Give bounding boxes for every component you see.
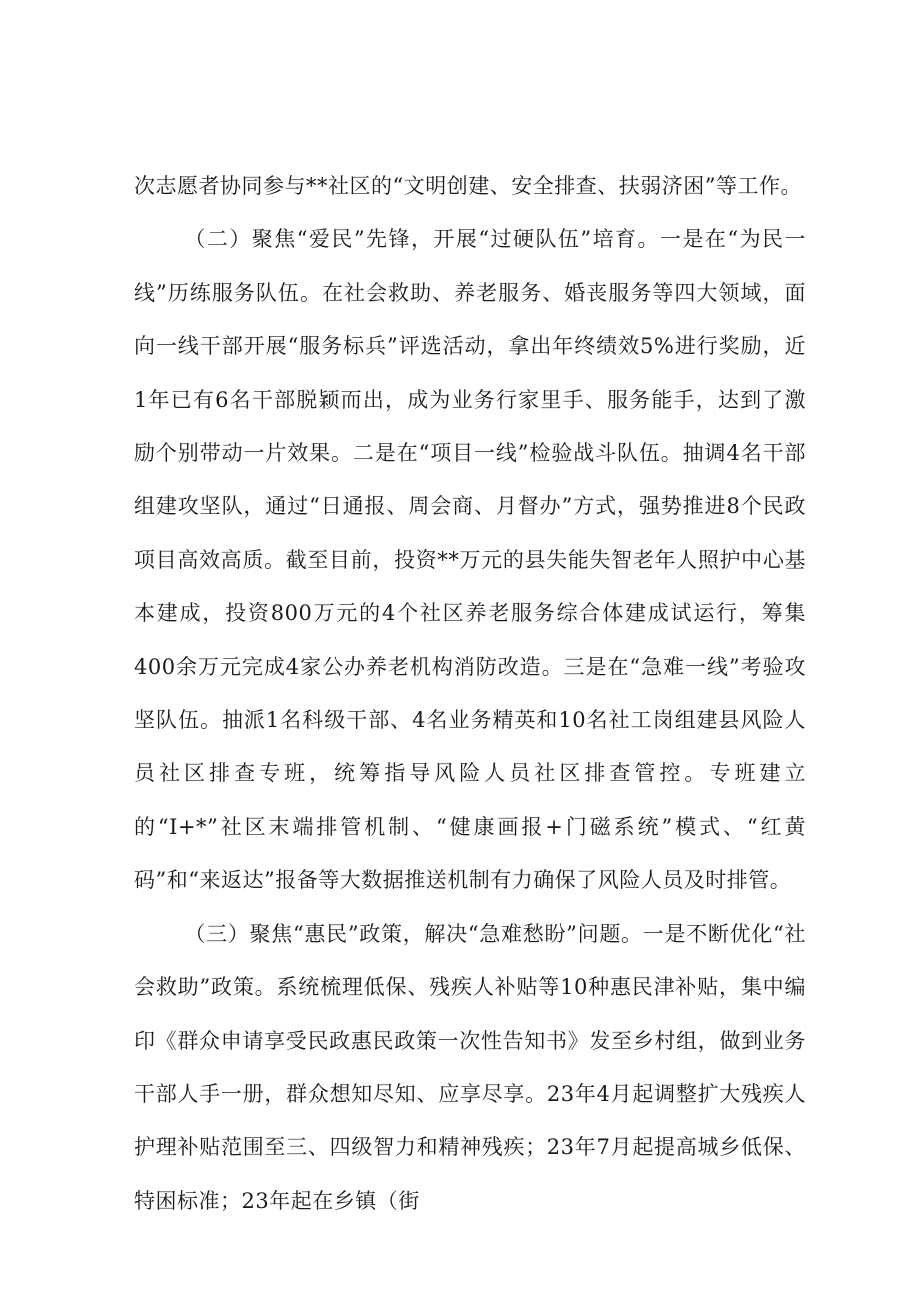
paragraph-section-three: （三）聚焦“惠民”政策，解决“急难愁盼”问题。一是不断优化“社会救助”政策。系统梳理低保、残疾人补贴等10种惠民津补贴，集中编印《群众申请享受民政惠民政策一次性告知书》发至乡村组，做到业务干部人手一册，群众想知尽知、应享尽享。23年4月起调整扩大残疾人护理补贴范围至三、四级智力和精神残疾；23年7月起提高城乡低保、特困标准；23年起在乡镇（街 — [134, 921, 806, 1213]
paragraph-continuation: 次志愿者协同参与**社区的“文明创建、安全排查、扶弱济困”等工作。 — [134, 174, 802, 198]
paragraph-section-two: （二）聚焦“爱民”先锋，开展“过硬队伍”培育。一是在“为民一线”历练服务队伍。在社会救助、养老服务、婚丧服务等四大领域，面向一线干部开展“服务标兵”评选活动，拿出年终绩效5%进行奖励，近1年已有6名干部脱颖而出，成为业务行家里手、服务能手，达到了激励个别带动一片效果。二是在“项目一线”检验战斗队伍。抽调4名干部组建攻坚队，通过“日通报、周会商、月督办”方式，强势推进8个民政项目高效高质。截至目前，投资**万元的县失能失智老年人照护中心基本建成，投资800万元的4个社区养老服务综合体建成试运行，筹集400余万元完成4家公办养老机构消防改造。三是在“急难一线”考验攻坚队伍。抽派1名科级干部、4名业务精英和10名社工岗组建县风险人员社区排查专班，统筹指导风险人员社区排查管控。专班建立的“I+*”社区末端排管机制、“健康画报+门磁系统”模式、“红黄码”和“来返达”报备等大数据推送机制有力确保了风险人员及时排管。 — [134, 227, 806, 893]
document-body — [134, 160, 806, 1228]
